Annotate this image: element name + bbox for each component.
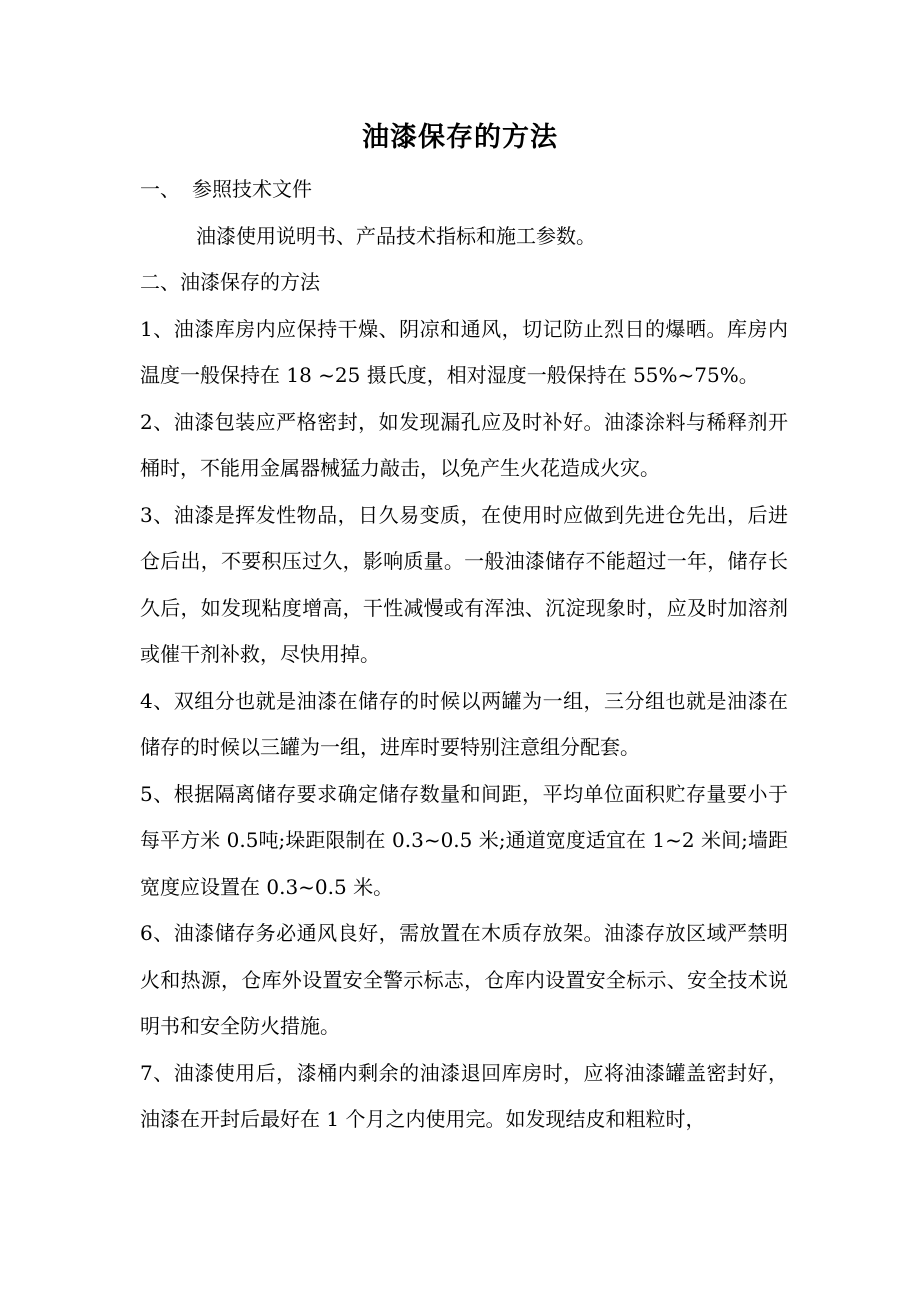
list-item: 3、油漆是挥发性物品，日久易变质，在使用时应做到先进仓先出，后进仓后出，不要积压过久，影响质量。一般油漆储存不能超过一年，储存长久后，如发现粘度增高，干性减慢或有浑浊、沉淀现象时，应及时加溶剂或催干剂补救，尽快用掉。 xyxy=(140,502,788,666)
section-1-title: 参照技术文件 xyxy=(192,177,312,201)
list-item: 2、油漆包装应严格密封，如发现漏孔应及时补好。油漆涂料与稀释剂开桶时，不能用金属器械猛力敲击，以免产生火花造成火灾。 xyxy=(140,409,788,480)
list-item: 5、根据隔离储存要求确定储存数量和间距，平均单位面积贮存量要小于每平方米 0.5吨;垛距限制在 0.3~0.5 米;通道宽度适宜在 1~2 米间;墙距宽度应设置在 0.3~0.5 米。 xyxy=(140,781,788,899)
section-1-number: 一、 xyxy=(140,177,180,201)
document-body xyxy=(140,166,788,1143)
section-1-heading xyxy=(140,166,788,213)
list-item: 1、油漆库房内应保持干燥、阴凉和通风，切记防止烈日的爆晒。库房内温度一般保持在 18 ~25 摄氏度，相对湿度一般保持在 55%~75%。 xyxy=(140,316,788,387)
section-1-text: 油漆使用说明书、产品技术指标和施工参数。 xyxy=(196,223,596,248)
list-item: 7、油漆使用后，漆桶内剩余的油漆退回库房时，应将油漆罐盖密封好，油漆在开封后最好在 1 个月之内使用完。如发现结皮和粗粒时， xyxy=(140,1060,788,1131)
list-item: 6、油漆储存务必通风良好，需放置在木质存放架。油漆存放区域严禁明火和热源，仓库外设置安全警示标志，仓库内设置安全标示、安全技术说明书和安全防火措施。 xyxy=(140,921,788,1038)
list-item: 4、双组分也就是油漆在储存的时候以两罐为一组，三分组也就是油漆在储存的时候以三罐为一组，进库时要特别注意组分配套。 xyxy=(140,688,788,759)
document-title: 油漆保存的方法 xyxy=(362,122,558,153)
section-2-heading: 二、油漆保存的方法 xyxy=(140,270,320,294)
